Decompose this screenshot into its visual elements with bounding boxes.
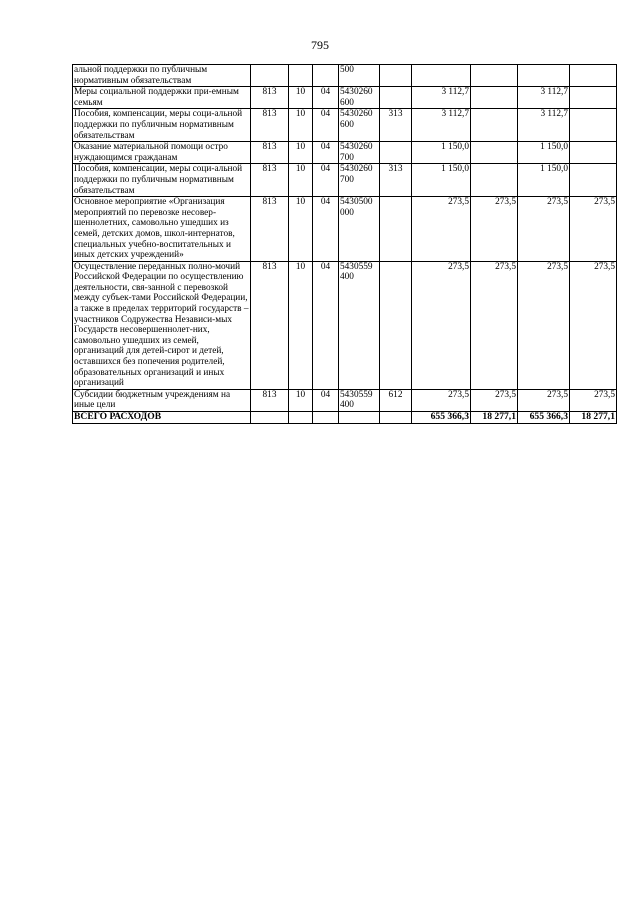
amount-1-federal: 273,5: [471, 261, 518, 389]
ministry-code: 813: [251, 109, 289, 142]
ministry-code: 813: [251, 197, 289, 262]
total-amount-1-federal: 18 277,1: [471, 412, 518, 424]
total-amount-2-federal: 18 277,1: [570, 412, 617, 424]
amount-2-federal: 273,5: [570, 261, 617, 389]
ministry-code: 813: [251, 164, 289, 197]
amount-2-federal: 273,5: [570, 197, 617, 262]
subsection-code: 04: [313, 164, 339, 197]
table-row: [73, 389, 617, 411]
table-row: [73, 164, 617, 197]
amount-1: 273,5: [412, 261, 471, 389]
row-name: Оказание материальной помощи остро нуждающимся гражданам: [73, 142, 251, 164]
subsection-code: 04: [313, 389, 339, 411]
amount-1-federal: [471, 87, 518, 109]
expenditure-table: [72, 64, 617, 424]
amount-2: 273,5: [518, 197, 570, 262]
amount-2-federal: [570, 87, 617, 109]
row-name: Пособия, компенсации, меры соци-альной поддержки по публичным нормативным обязательствам: [73, 164, 251, 197]
row-name: Меры социальной поддержки при-емным семьям: [73, 87, 251, 109]
empty-cell: [289, 412, 313, 424]
subsection-code: 04: [313, 197, 339, 262]
empty-cell: [380, 412, 412, 424]
expense-type-code: [380, 87, 412, 109]
amount-2: [518, 65, 570, 87]
amount-1: 1 150,0: [412, 142, 471, 164]
section-code: 10: [289, 197, 313, 262]
section-code: 10: [289, 164, 313, 197]
subsection-code: 04: [313, 142, 339, 164]
expense-type-code: 313: [380, 109, 412, 142]
subsection-code: [313, 65, 339, 87]
amount-2-federal: [570, 142, 617, 164]
expense-type-code: [380, 261, 412, 389]
total-amount-2: 655 366,3: [518, 412, 570, 424]
ministry-code: 813: [251, 142, 289, 164]
amount-1: [412, 65, 471, 87]
target-article-code: 5430559 400: [339, 389, 380, 411]
row-name: Основное мероприятие «Организация мероприятий по перевозке несовер-шеннолетних, самовольно ушедших из семей, детских домов, школ-интернатов, специальных учебно-воспитательных и иных детских учреждений»: [73, 197, 251, 262]
section-code: [289, 65, 313, 87]
target-article-code: 500: [339, 65, 380, 87]
table-row: [73, 142, 617, 164]
amount-1-federal: 273,5: [471, 389, 518, 411]
expense-type-code: 313: [380, 164, 412, 197]
amount-1: 3 112,7: [412, 87, 471, 109]
amount-2-federal: 273,5: [570, 389, 617, 411]
amount-2-federal: [570, 109, 617, 142]
expense-type-code: [380, 197, 412, 262]
section-code: 10: [289, 109, 313, 142]
subsection-code: 04: [313, 261, 339, 389]
empty-cell: [339, 412, 380, 424]
amount-1-federal: [471, 164, 518, 197]
total-amount-1: 655 366,3: [412, 412, 471, 424]
section-code: 10: [289, 261, 313, 389]
table-row: [73, 65, 617, 87]
empty-cell: [251, 412, 289, 424]
amount-1-federal: [471, 109, 518, 142]
total-row: [73, 412, 617, 424]
page-number: 795: [311, 38, 329, 52]
target-article-code: 5430500 000: [339, 197, 380, 262]
target-article-code: 5430559 400: [339, 261, 380, 389]
expense-type-code: [380, 142, 412, 164]
amount-1-federal: [471, 142, 518, 164]
row-name: Субсидии бюджетным учреждениям на иные цели: [73, 389, 251, 411]
amount-1-federal: [471, 65, 518, 87]
row-name: Осуществление переданных полно-мочий Российской Федерации по осуществлению деятельности, свя-занной с перевозкой между субъек-тами Российской Федерации, а также в пределах территорий государств – участников Содружества Независи-мых Государств несовершеннолет-них, самовольно ушедших из семей, организаций для детей-сирот и детей, оставшихся без попечения родителей, образовательных организаций и иных организаций: [74, 261, 249, 389]
target-article-code: 5430260 700: [339, 164, 380, 197]
amount-1: 1 150,0: [412, 164, 471, 197]
amount-2-federal: [570, 164, 617, 197]
target-article-code: 5430260 600: [339, 87, 380, 109]
section-code: 10: [289, 389, 313, 411]
ministry-code: 813: [251, 261, 289, 389]
table-row: [73, 261, 617, 389]
section-code: 10: [289, 87, 313, 109]
amount-2: 3 112,7: [518, 109, 570, 142]
target-article-code: 5430260 700: [339, 142, 380, 164]
row-name: альной поддержки по публичным нормативным обязательствам: [73, 65, 251, 87]
amount-2: 273,5: [518, 389, 570, 411]
empty-cell: [313, 412, 339, 424]
ministry-code: 813: [251, 389, 289, 411]
amount-2: 1 150,0: [518, 142, 570, 164]
table-row: [73, 87, 617, 109]
expense-type-code: [380, 65, 412, 87]
amount-1-federal: 273,5: [471, 197, 518, 262]
total-label: ВСЕГО РАСХОДОВ: [73, 412, 251, 424]
ministry-code: 813: [251, 87, 289, 109]
row-name: Пособия, компенсации, меры соци-альной поддержки по публичным нормативным обязательствам: [73, 109, 251, 142]
table-row: [73, 197, 617, 262]
amount-2: 273,5: [518, 261, 570, 389]
amount-1: 3 112,7: [412, 109, 471, 142]
amount-2: 3 112,7: [518, 87, 570, 109]
table-row: [73, 109, 617, 142]
expense-type-code: 612: [380, 389, 412, 411]
ministry-code: [251, 65, 289, 87]
amount-2-federal: [570, 65, 617, 87]
subsection-code: 04: [313, 87, 339, 109]
subsection-code: 04: [313, 109, 339, 142]
target-article-code: 5430260 600: [339, 109, 380, 142]
amount-1: 273,5: [412, 389, 471, 411]
amount-1: 273,5: [412, 197, 471, 262]
amount-2: 1 150,0: [518, 164, 570, 197]
section-code: 10: [289, 142, 313, 164]
